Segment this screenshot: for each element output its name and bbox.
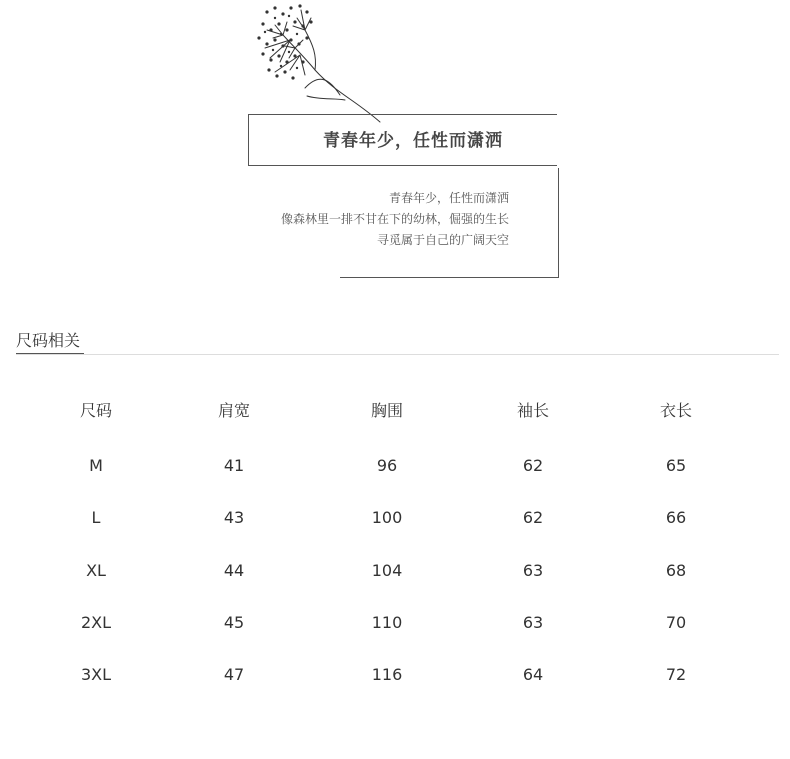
table-header: 胸围 [370,401,403,420]
table-cell: 41 [223,456,245,475]
table-cell: 47 [223,665,245,685]
banner-line: 寻觅属于自己的广阔天空 [376,233,509,247]
table-cell: 43 [223,508,245,528]
table-cell: 110 [371,612,403,632]
table-cell: 62 [522,456,544,475]
table-cell: 96 [376,456,398,475]
table-cell: 2XL [80,612,112,632]
banner-line: 青春年少，任性而潇洒 [388,191,509,205]
banner-title: 青春年少，任性而潇洒 [323,131,503,151]
table-cell: 100 [371,508,403,528]
table-cell: 68 [665,560,687,580]
table-cell: 44 [223,560,245,580]
table-cell: 72 [665,665,687,685]
table-cell: 63 [522,560,544,580]
table-cell: 116 [371,665,403,685]
banner-text [281,188,509,251]
banner-line: 像森林里一排不甘在下的幼林，倔强的生长 [280,212,509,226]
table-cell: 3XL [80,665,112,685]
table-cell: 70 [665,612,687,632]
table-header: 肩宽 [217,401,250,420]
table-cell: XL [86,560,106,580]
table-cell: 65 [665,456,687,475]
table-header: 衣长 [659,401,692,420]
section-divider [16,354,779,355]
table-header: 袖长 [516,401,549,420]
table-cell: 62 [522,508,544,528]
table-cell: 64 [522,665,544,685]
table-cell: L [91,508,101,528]
table-cell: 104 [371,560,403,580]
flower-illustration [245,0,385,125]
section-title: 尺码相关 [16,331,81,350]
table-cell: M [89,456,103,475]
table-header: 尺码 [79,401,112,420]
table-cell: 63 [522,612,544,632]
table-cell: 45 [223,612,245,632]
table-cell: 66 [665,508,687,528]
